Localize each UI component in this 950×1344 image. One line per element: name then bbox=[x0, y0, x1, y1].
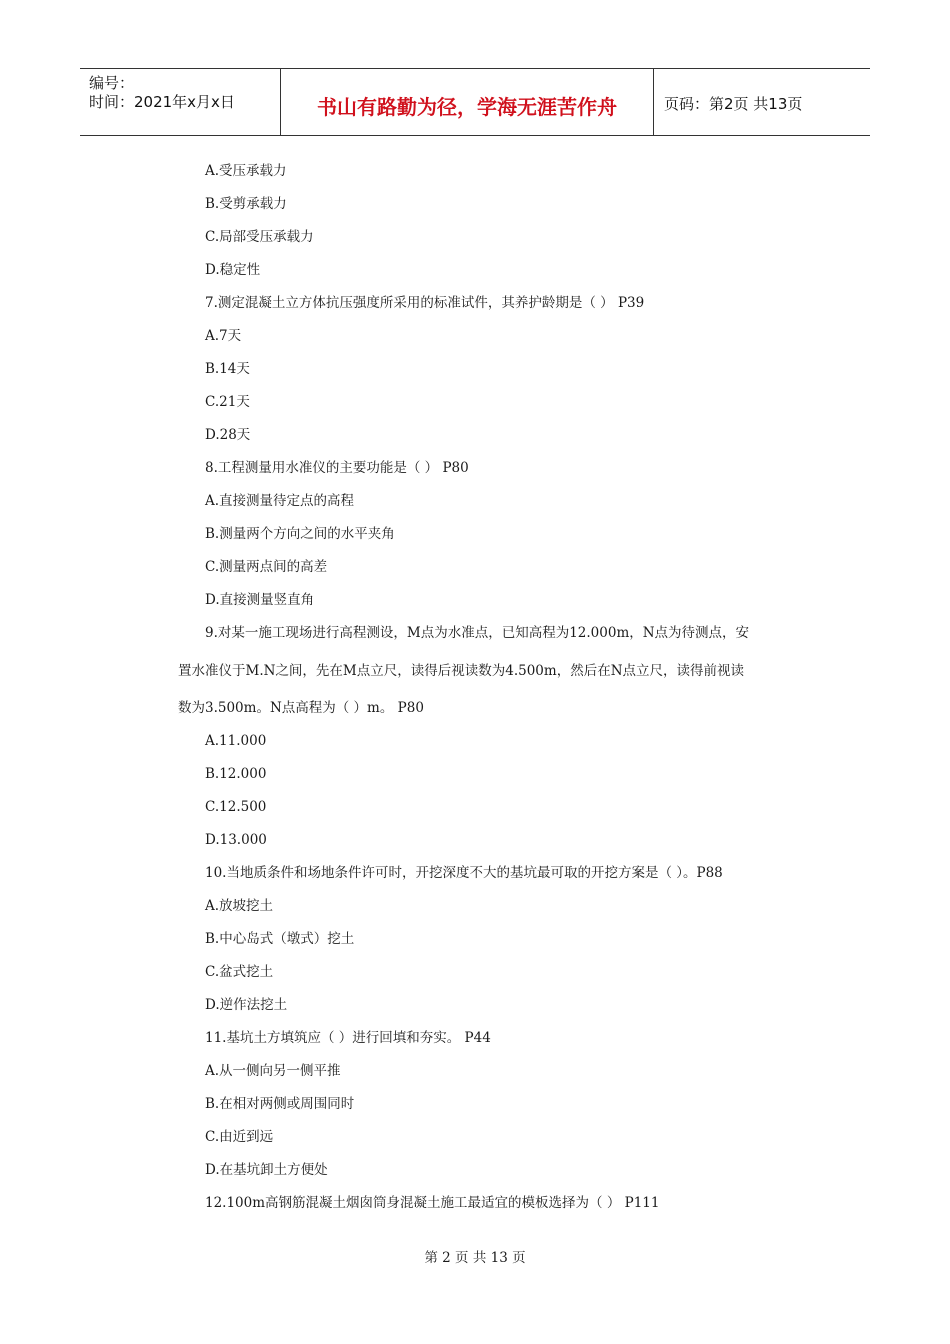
option-line: D.直接测量竖直角 bbox=[205, 592, 315, 608]
question-line: 11.基坑土方填筑应（ ）进行回填和夯实。 P44 bbox=[205, 1030, 491, 1046]
option-line: D.在基坑卸土方便处 bbox=[205, 1162, 328, 1178]
header-motto-cell bbox=[281, 69, 654, 135]
option-line: B.14天 bbox=[205, 361, 250, 377]
option-line: B.中心岛式（墩式）挖土 bbox=[205, 931, 355, 947]
option-line: D.逆作法挖土 bbox=[205, 997, 288, 1013]
option-line: B.12.000 bbox=[205, 766, 267, 782]
option-line: C.由近到远 bbox=[205, 1129, 274, 1145]
page-footer: 第 2 页 共 13 页 bbox=[424, 1250, 526, 1266]
option-line: B.在相对两侧或周围同时 bbox=[205, 1096, 355, 1112]
option-line: A.11.000 bbox=[205, 733, 267, 749]
header-page-cell bbox=[654, 69, 870, 135]
option-line: A.受压承载力 bbox=[205, 163, 287, 179]
option-line: C.局部受压承载力 bbox=[205, 229, 314, 245]
option-line: C.12.500 bbox=[205, 799, 267, 815]
question-line: 12.100m高钢筋混凝土烟囱筒身混凝土施工最适宜的模板选择为（ ） P111 bbox=[205, 1195, 660, 1211]
option-line: B.受剪承载力 bbox=[205, 196, 287, 212]
option-line: D.稳定性 bbox=[205, 262, 261, 278]
question-line: 9.对某一施工现场进行高程测设，M点为水准点，已知高程为12.000m，N点为待测点，安 bbox=[205, 625, 750, 641]
option-line: A.7天 bbox=[205, 328, 242, 344]
option-line: C.测量两点间的高差 bbox=[205, 559, 328, 575]
option-line: C.21天 bbox=[205, 394, 250, 410]
option-line: D.13.000 bbox=[205, 832, 267, 848]
page-header bbox=[80, 68, 870, 136]
option-line: D.28天 bbox=[205, 427, 251, 443]
option-line: C.盆式挖土 bbox=[205, 964, 274, 980]
header-meta-cell bbox=[80, 69, 281, 135]
document-number-label: 编号： bbox=[89, 74, 135, 92]
question-line: 置水准仪于M.N之间，先在M点立尺，读得后视读数为4.500m，然后在N点立尺，读得前视读 bbox=[178, 663, 745, 679]
option-line: A.放坡挖土 bbox=[205, 898, 274, 914]
question-line: 数为3.500m。N点高程为（ ）m。 P80 bbox=[178, 700, 424, 716]
question-line: 7.测定混凝土立方体抗压强度所采用的标准试件，其养护龄期是（ ） P39 bbox=[205, 295, 645, 311]
header-page-info: 页码：第2页 共13页 bbox=[664, 95, 803, 113]
option-line: A.直接测量待定点的高程 bbox=[205, 493, 355, 509]
header-motto: 书山有路勤为径，学海无涯苦作舟 bbox=[317, 95, 617, 119]
option-line: A.从一侧向另一侧平推 bbox=[205, 1063, 341, 1079]
question-line: 8.工程测量用水准仪的主要功能是（ ） P80 bbox=[205, 460, 469, 476]
question-line: 10.当地质条件和场地条件许可时，开挖深度不大的基坑最可取的开挖方案是（ ）。P88 bbox=[205, 865, 723, 881]
option-line: B.测量两个方向之间的水平夹角 bbox=[205, 526, 395, 542]
document-time-label: 时间：2021年x月x日 bbox=[89, 93, 235, 111]
